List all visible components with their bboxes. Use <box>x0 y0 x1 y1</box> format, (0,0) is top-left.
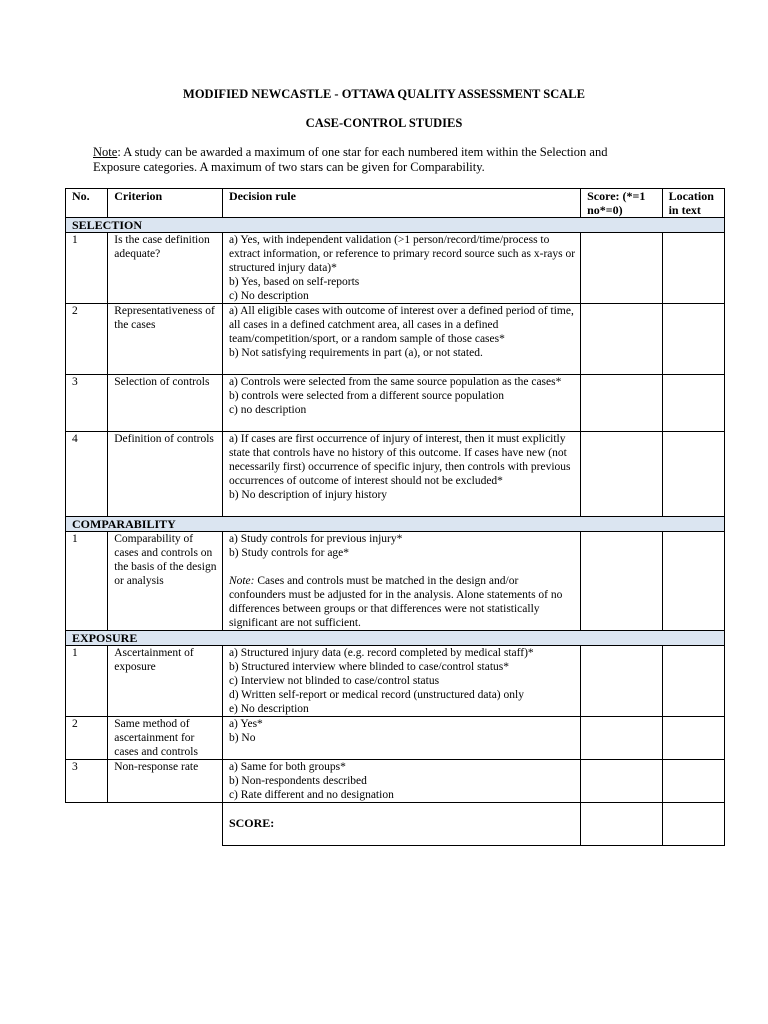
row-criterion: Representativeness of the cases <box>108 304 223 375</box>
row-number: 2 <box>66 717 108 760</box>
score-label: SCORE: <box>228 816 275 830</box>
score-cell[interactable] <box>581 760 662 803</box>
row-decision-rule <box>222 760 580 803</box>
score-cell[interactable] <box>581 432 662 517</box>
rule-option: a) Yes* <box>228 718 263 730</box>
assessment-table <box>65 188 725 846</box>
rule-option: b) Yes, based on self-reports <box>228 276 360 288</box>
rule-option: a) Same for both groups* <box>228 761 346 773</box>
header-score: Score: (*=1 no*=0) <box>581 189 662 218</box>
row-decision-rule <box>222 304 580 375</box>
score-cell[interactable] <box>581 646 662 717</box>
rule-option: b) Study controls for age* <box>228 547 350 559</box>
table-header-row <box>66 189 725 218</box>
rule-option: b) No <box>228 732 256 744</box>
header-criterion: Criterion <box>108 189 223 218</box>
rule-option: a) Structured injury data (e.g. record completed by medical staff)* <box>228 647 534 659</box>
rule-option: a) Study controls for previous injury* <box>228 533 403 545</box>
score-label-cell <box>222 803 580 846</box>
row-number: 1 <box>66 233 108 304</box>
rule-option: c) Interview not blinded to case/control status <box>228 675 440 687</box>
rule-option: c) no description <box>228 404 307 416</box>
score-cell[interactable] <box>581 375 662 432</box>
table-row <box>66 760 725 803</box>
rule-option: e) No description <box>228 703 309 715</box>
header-decision-rule: Decision rule <box>222 189 580 218</box>
table-row <box>66 646 725 717</box>
note-text: : A study can be awarded a maximum of one star for each numbered item within the Selection and Exposure categories. A maximum of two stars can be given for Comparability. <box>93 145 608 174</box>
page-title: MODIFIED NEWCASTLE - OTTAWA QUALITY ASSESSMENT SCALE <box>183 87 585 101</box>
rule-note-label: Note: <box>228 575 255 587</box>
row-number: 3 <box>66 760 108 803</box>
row-decision-rule <box>222 432 580 517</box>
row-number: 1 <box>66 646 108 717</box>
score-cell[interactable] <box>581 717 662 760</box>
location-cell[interactable] <box>662 233 724 304</box>
table-row <box>66 233 725 304</box>
row-number: 4 <box>66 432 108 517</box>
row-number: 3 <box>66 375 108 432</box>
note-paragraph <box>93 145 653 175</box>
location-cell[interactable] <box>662 375 724 432</box>
score-row-spacer <box>66 803 223 846</box>
rule-option: c) Rate different and no designation <box>228 789 394 801</box>
section-title: EXPOSURE <box>66 631 725 646</box>
rule-option: d) Written self-report or medical record (unstructured data) only <box>228 689 524 701</box>
rule-option: a) Yes, with independent validation (>1 person/record/time/process to extract information, or reference to primary record source such as x-rays or structured injury data)* <box>228 234 576 274</box>
location-cell[interactable] <box>662 304 724 375</box>
table-row <box>66 532 725 631</box>
total-location-cell[interactable] <box>662 803 724 846</box>
rule-spacer <box>229 560 576 574</box>
section-row-comparability <box>66 517 725 532</box>
table-row <box>66 304 725 375</box>
row-criterion: Is the case definition adequate? <box>108 233 223 304</box>
row-decision-rule <box>222 717 580 760</box>
row-criterion: Definition of controls <box>108 432 223 517</box>
total-score-cell[interactable] <box>581 803 662 846</box>
row-criterion: Selection of controls <box>108 375 223 432</box>
section-title: SELECTION <box>66 218 725 233</box>
rule-note-text: Cases and controls must be matched in the design and/or confounders must be adjusted for in the analysis. Alone statements of no differences between groups or that differences were not statistically significant are not sufficient. <box>228 575 563 629</box>
section-row-exposure <box>66 631 725 646</box>
table-row <box>66 432 725 517</box>
location-cell[interactable] <box>662 717 724 760</box>
row-criterion: Comparability of cases and controls on the basis of the design or analysis <box>108 532 223 631</box>
row-criterion: Non-response rate <box>108 760 223 803</box>
row-number: 1 <box>66 532 108 631</box>
total-score-row <box>66 803 725 846</box>
location-cell[interactable] <box>662 646 724 717</box>
row-decision-rule <box>222 646 580 717</box>
header-location: Location in text <box>662 189 724 218</box>
rule-option: c) No description <box>228 290 309 302</box>
note-label: Note <box>93 145 118 159</box>
page-subtitle: CASE-CONTROL STUDIES <box>305 116 463 130</box>
rule-option: b) Non-respondents described <box>228 775 367 787</box>
location-cell[interactable] <box>662 760 724 803</box>
header-no: No. <box>66 189 108 218</box>
table-row <box>66 717 725 760</box>
rule-option: b) Structured interview where blinded to case/control status* <box>228 661 510 673</box>
score-cell[interactable] <box>581 304 662 375</box>
rule-option: b) controls were selected from a different source population <box>228 390 504 402</box>
score-cell[interactable] <box>581 233 662 304</box>
section-title: COMPARABILITY <box>66 517 725 532</box>
location-cell[interactable] <box>662 432 724 517</box>
row-decision-rule <box>222 532 580 631</box>
rule-option: a) All eligible cases with outcome of interest over a defined period of time, all cases in a defined catchment area, all cases in a defined team/competition/sport, or a random sample of those cases* <box>228 305 574 345</box>
section-row-selection <box>66 218 725 233</box>
row-criterion: Same method of ascertainment for cases and controls <box>108 717 223 760</box>
row-decision-rule <box>222 233 580 304</box>
rule-option: b) Not satisfying requirements in part (a), or not stated. <box>228 347 483 359</box>
score-cell[interactable] <box>581 532 662 631</box>
rule-option: a) If cases are first occurrence of injury of interest, then it must explicitly state that controls have no history of this outcome. If cases have new (not necessarily first) occurrence of specific injury, then controls with previous occurrences of outcome of interest should not be excluded* <box>228 433 571 487</box>
row-decision-rule <box>222 375 580 432</box>
row-number: 2 <box>66 304 108 375</box>
location-cell[interactable] <box>662 532 724 631</box>
rule-note <box>229 574 576 630</box>
row-criterion: Ascertainment of exposure <box>108 646 223 717</box>
rule-option: b) No description of injury history <box>228 489 388 501</box>
table-row <box>66 375 725 432</box>
rule-option: a) Controls were selected from the same source population as the cases* <box>228 376 562 388</box>
